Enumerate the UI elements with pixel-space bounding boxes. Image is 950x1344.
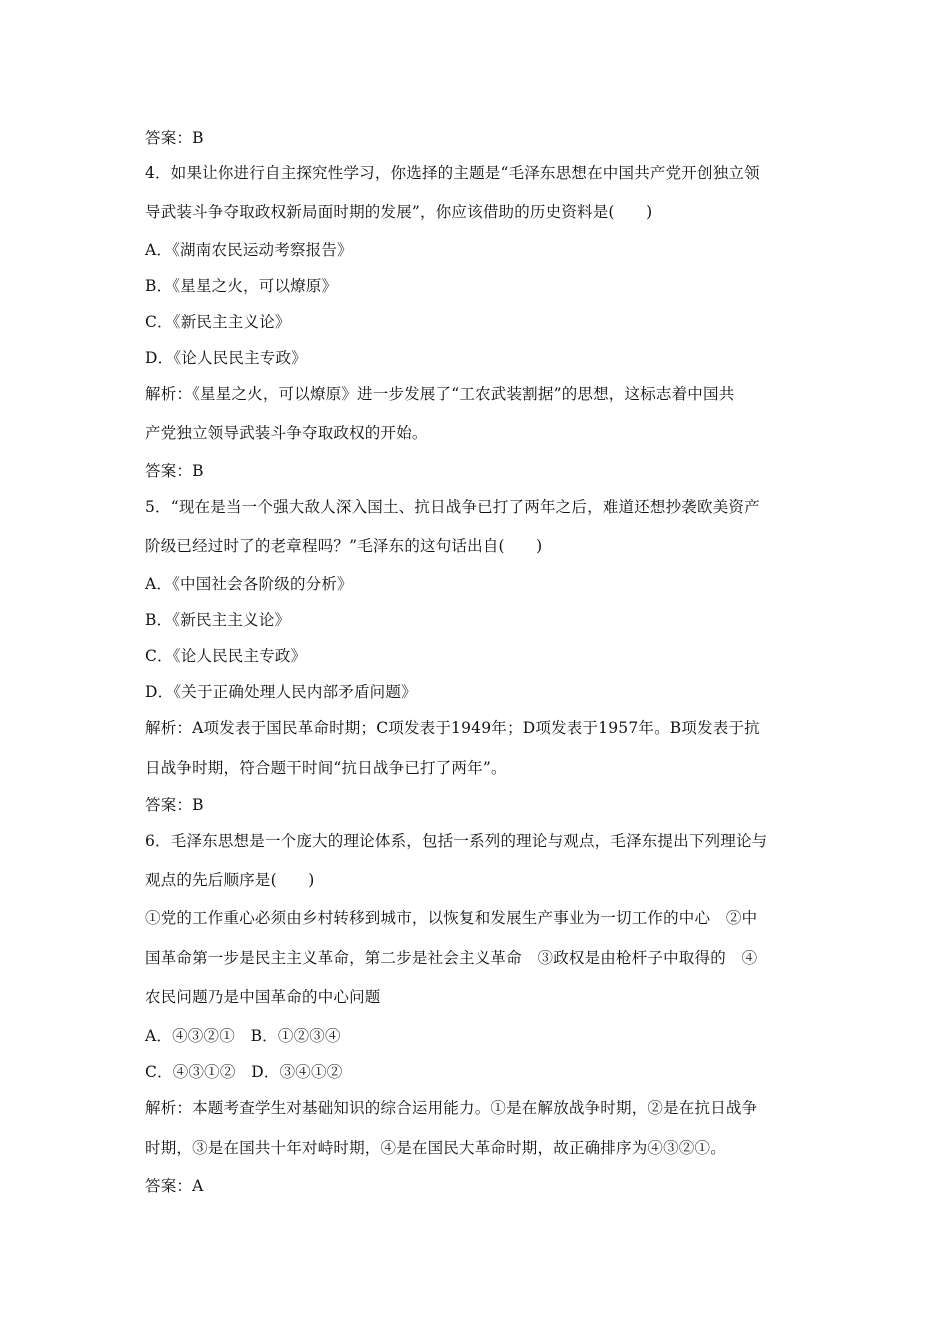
question-6-line-1: 6．毛泽东思想是一个庞大的理论体系，包括一系列的理论与观点，毛泽东提出下列理论与 [145,832,768,850]
analysis-4-line-1: 解析：《星星之火，可以燎原》进一步发展了“工农武装割据”的思想，这标志着中国共 [145,385,735,403]
question-4-option-d: D．《论人民民主专政》 [145,349,307,367]
answer-4: 答案：B [145,462,204,480]
answer-6: 答案：A [145,1177,204,1195]
question-4-option-b: B．《星星之火，可以燎原》 [145,277,338,295]
question-5-line-2: 阶级已经过时了的老章程吗？”毛泽东的这句话出自( ) [145,537,543,555]
question-4-line-2: 导武装斗争夺取政权新局面时期的发展”，你应该借助的历史资料是( ) [145,203,653,221]
question-5-option-a: A．《中国社会各阶级的分析》 [145,575,353,593]
analysis-4-line-2: 产党独立领导武装斗争夺取政权的开始。 [145,424,428,442]
question-6-items-line-2: 国革命第一步是民主主义革命，第二步是社会主义革命 ③政权是由枪杆子中取得的 ④ [145,949,758,967]
question-4-option-a: A．《湖南农民运动考察报告》 [145,241,353,259]
answer-5: 答案：B [145,796,204,814]
analysis-5-line-1: 解析：A项发表于国民革命时期；C项发表于1949年；D项发表于1957年。B项发表于抗 [145,719,760,737]
analysis-6-line-1: 解析：本题考查学生对基础知识的综合运用能力。①是在解放战争时期，②是在抗日战争 [145,1099,758,1117]
question-6-items-line-1: ①党的工作重心必须由乡村转移到城市，以恢复和发展生产事业为一切工作的中心 ②中 [145,909,758,927]
question-6-items-line-3: 农民问题乃是中国革命的中心问题 [145,988,381,1006]
question-6-options-cd: C．④③①② D．③④①② [145,1063,343,1081]
analysis-5-line-2: 日战争时期，符合题干时间“抗日战争已打了两年”。 [145,759,507,777]
question-5-line-1: 5．“现在是当一个强大敌人深入国土、抗日战争已打了两年之后，难道还想抄袭欧美资产 [145,498,760,516]
question-6-line-2: 观点的先后顺序是( ) [145,871,315,889]
answer-3: 答案：B [145,129,204,147]
question-5-option-d: D．《关于正确处理人民内部矛盾问题》 [145,683,417,701]
question-6-options-ab: A．④③②① B．①②③④ [145,1027,341,1045]
question-4-line-1: 4．如果让你进行自主探究性学习，你选择的主题是“毛泽东思想在中国共产党开创独立领 [145,164,760,182]
question-4-option-c: C．《新民主主义论》 [145,313,291,331]
question-5-option-b: B．《新民主主义论》 [145,611,291,629]
question-5-option-c: C．《论人民民主专政》 [145,647,307,665]
analysis-6-line-2: 时期，③是在国共十年对峙时期，④是在国民大革命时期，故正确排序为④③②①。 [145,1139,726,1157]
